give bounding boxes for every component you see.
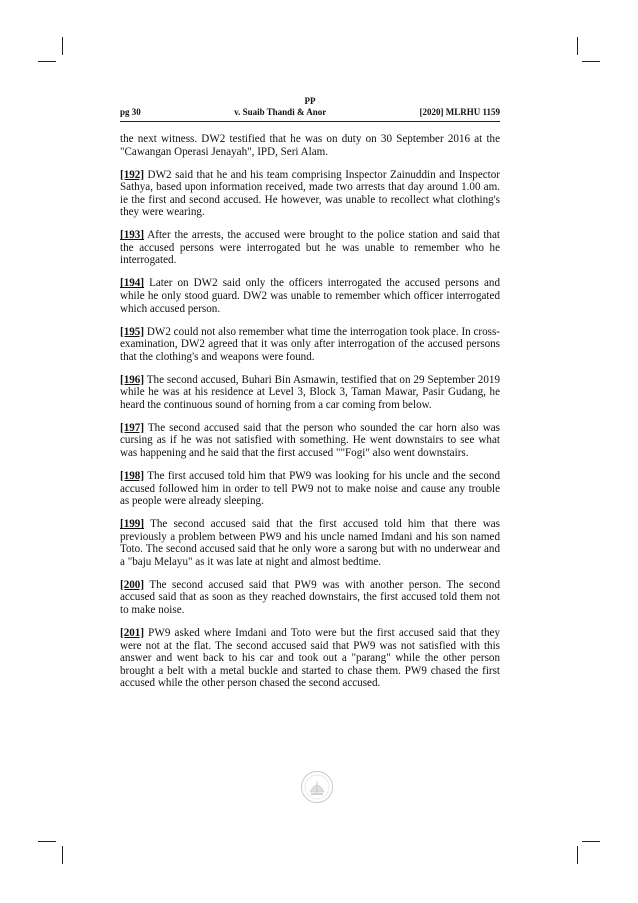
header-rule (120, 121, 500, 122)
crop-mark (577, 37, 578, 55)
case-short-title: PP (304, 96, 316, 106)
paragraph-number: [192] (120, 168, 145, 181)
page-number: pg 30 (120, 107, 141, 117)
judgment-body (120, 133, 500, 700)
paragraph-text: The second accused, Buhari Bin Asmawin, testified that on 29 September 2019 while he was at his residence at Level 3, Block 3, Taman Mawar, Pasir Gudang, he heard the continuous sound of horning from a car coming from below. (120, 373, 500, 411)
crop-mark (582, 61, 600, 62)
running-header (120, 96, 500, 117)
paragraph-number: [195] (120, 325, 145, 338)
paragraph-text: DW2 could not also remember what time the interrogation took place. In cross-examination, DW2 agreed that it was only after interrogation of the accused persons that the clothing's and weapons were found. (120, 325, 500, 363)
paragraph-198 (120, 470, 500, 508)
paragraph-195 (120, 326, 500, 364)
paragraph-number: [200] (120, 578, 145, 591)
citation: [2020] MLRHU 1159 (419, 107, 500, 117)
paragraph-number: [194] (120, 277, 145, 290)
crop-mark (62, 846, 63, 864)
paragraph-text: Later on DW2 said only the officers interrogated the accused persons and while he only stood guard. DW2 was unable to remember which officer interrogated which accused person. (120, 277, 500, 315)
court-seal-watermark-icon (300, 770, 334, 804)
paragraph-text: The first accused told him that PW9 was looking for his uncle and the second accused followed him in order to tell PW9 not to make noise and cause any trouble as people were already sleeping. (120, 469, 500, 508)
paragraph-201 (120, 627, 500, 690)
paragraph-199 (120, 518, 500, 568)
crop-mark (62, 37, 63, 55)
paragraph-194 (120, 277, 500, 315)
crop-mark (582, 841, 600, 842)
paragraph-text: PW9 asked where Imdani and Toto were but the first accused said that they were not at the flat. The second accused said that PW9 was not satisfied with this answer and went back to his car and took out a "parang" while the other person brought a belt with a metal buckle and started to chase them. PW9 chased the first accused while the other person chased the second accused. (120, 626, 500, 690)
crop-mark (577, 846, 578, 864)
paragraph-197 (120, 422, 500, 460)
paragraph-number: [196] (120, 373, 145, 386)
paragraph-number: [198] (120, 469, 145, 482)
continued-paragraph: the next witness. DW2 testified that he was on duty on 30 September 2016 at the "Cawangan Operasi Jenayah", IPD, Seri Alam. (120, 133, 500, 158)
paragraph-text: The second accused said that the person who sounded the car horn also was cursing as if he was not satisfied with something. He went downstairs to see what was happening and he said that the first accused ""Fogi" also went downstairs. (120, 421, 500, 459)
paragraph-192 (120, 169, 500, 219)
paragraph-text: The second accused said that the first accused told him that there was previously a problem between PW9 and his uncle named Imdani and his son named Toto. The second accused said that he only wore a sarong but with no underwear and a "baju Melayu" as it was late at night and almost bedtime. (120, 518, 500, 568)
paragraph-193 (120, 229, 500, 267)
paragraph-number: [197] (120, 421, 145, 434)
crop-mark (38, 61, 56, 62)
crop-mark (38, 841, 56, 842)
paragraph-200 (120, 579, 500, 617)
paragraph-number: [201] (120, 626, 145, 639)
paragraph-text: DW2 said that he and his team comprising Inspector Zainuddin and Inspector Sathya, based upon information received, made two arrests that day around 1.00 am. ie the first and second accused. He however, was unable to recollect what clothing's they were wearing. (120, 168, 500, 219)
paragraph-number: [199] (120, 518, 145, 531)
paragraph-number: [193] (120, 229, 145, 242)
paragraph-196 (120, 374, 500, 412)
paragraph-text: After the arrests, the accused were brought to the police station and said that the accused persons were interrogated but he was unable to remember who he interrogated. (120, 229, 500, 267)
case-parties: v. Suaib Thandi & Anor (234, 107, 327, 117)
paragraph-text: The second accused said that PW9 was with another person. The second accused said that as soon as they reached downstairs, the first accused told them not to make noise. (120, 578, 500, 616)
